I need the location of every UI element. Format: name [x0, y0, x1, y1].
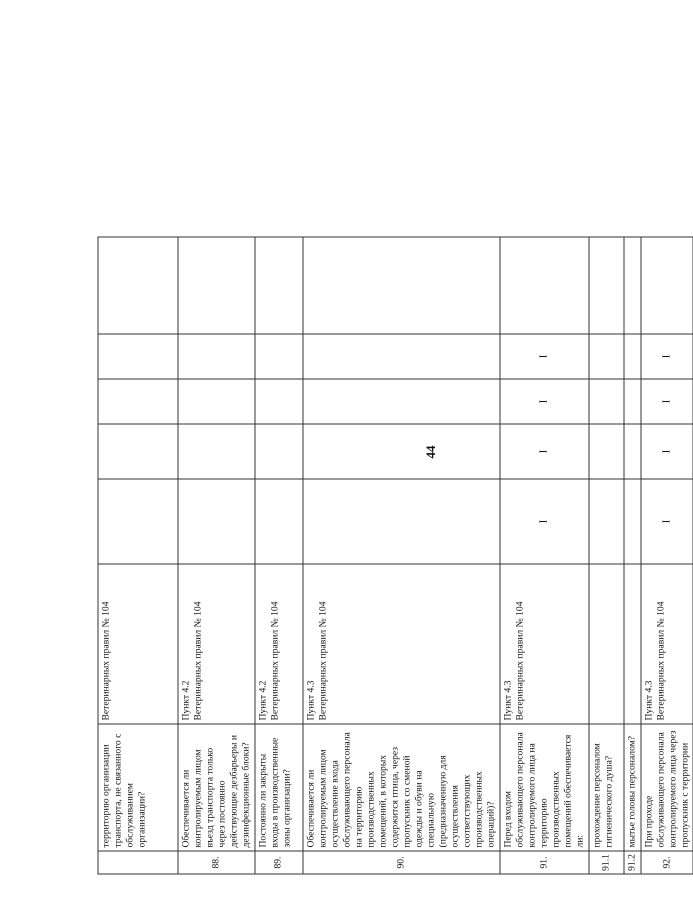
- requirement-question: Постоянно ли закрыты входы в производственные зоны организации?: [254, 724, 302, 851]
- answer-cell: [254, 379, 302, 424]
- answer-cell: [98, 424, 178, 479]
- answer-cell: [623, 424, 640, 479]
- table-row: [640, 29, 693, 874]
- answer-cell: I: [640, 424, 693, 479]
- requirement-reference: [98, 564, 178, 724]
- answer-cell: [623, 379, 640, 424]
- page-number: 44: [423, 445, 438, 459]
- answer-cell: I: [499, 334, 588, 379]
- row-number: 91.: [499, 851, 588, 874]
- requirement-reference: [499, 564, 588, 724]
- table-row: [302, 29, 499, 874]
- answer-cell: I: [640, 379, 693, 424]
- table-row: [98, 29, 178, 874]
- answer-cell: [178, 424, 255, 479]
- answer-cell: [178, 334, 255, 379]
- notes-cell: [588, 237, 623, 334]
- row-number: [98, 851, 178, 874]
- reference-rule: Ветеринарных правил № 104: [268, 601, 280, 721]
- answer-cell: [302, 379, 499, 424]
- answer-cell: I: [499, 479, 588, 564]
- answer-cell: [302, 479, 499, 564]
- table-row: [254, 29, 302, 874]
- notes-cell: [178, 237, 255, 334]
- answer-cell: I: [640, 479, 693, 564]
- answer-cell: [588, 424, 623, 479]
- notes-cell: [623, 237, 640, 334]
- reference-point: Пункт 4.2: [256, 680, 268, 721]
- notes-cell: [302, 237, 499, 334]
- answer-cell: [623, 479, 640, 564]
- requirement-question: При проходе обслуживающего персонала контролируемого лица через пропускник с территории: [640, 724, 693, 851]
- reference-rule: Ветеринарных правил № 104: [316, 601, 328, 721]
- requirement-reference: [640, 564, 693, 724]
- requirement-question: мытье головы персоналом?: [623, 724, 640, 851]
- reference-point: Пункт 4.3: [304, 680, 316, 721]
- row-number: 92.: [640, 851, 693, 874]
- table-row: [499, 29, 588, 874]
- checklist-table-body: [98, 29, 693, 874]
- reference-rule: Ветеринарных правил № 104: [513, 601, 525, 721]
- reference-point: Пункт 4.3: [642, 680, 654, 721]
- rotated-page-content: [97, 30, 690, 875]
- requirement-reference: [302, 564, 499, 724]
- reference-rule: Ветеринарных правил № 104: [654, 601, 666, 721]
- answer-cell: [254, 424, 302, 479]
- answer-cell: I: [499, 379, 588, 424]
- reference-rule: Ветеринарных правил № 104: [191, 601, 203, 721]
- requirement-question: Обеспечивается ли контролируемым лицом въезд транспорта только через постоянно действующие дезбарьеры и дезинфекционные блоки?: [178, 724, 255, 851]
- answer-cell: I: [640, 334, 693, 379]
- row-number: 88.: [178, 851, 255, 874]
- table-row: [623, 29, 640, 874]
- checklist-table: [97, 29, 693, 875]
- requirement-reference: [623, 564, 640, 724]
- table-row: [178, 29, 255, 874]
- reference-point: Пункт 4.2: [180, 680, 191, 721]
- answer-cell: [254, 334, 302, 379]
- answer-cell: [302, 334, 499, 379]
- requirement-reference: [254, 564, 302, 724]
- row-number: 91.2: [623, 851, 640, 874]
- answer-cell: [98, 479, 178, 564]
- answer-cell: [98, 334, 178, 379]
- answer-cell: [588, 334, 623, 379]
- table-row: [588, 29, 623, 874]
- answer-cell: [98, 379, 178, 424]
- requirement-reference: [588, 564, 623, 724]
- answer-cell: [254, 479, 302, 564]
- answer-cell: [178, 479, 255, 564]
- row-number: 90.: [302, 851, 499, 874]
- notes-cell: [640, 237, 693, 334]
- answer-cell: [623, 334, 640, 379]
- requirement-question: Перед входом обслуживающего персонала контролируемого лица на территорию производственных помещений обеспечивается ли:: [499, 724, 588, 851]
- reference-point: Пункт 4.3: [501, 680, 513, 721]
- answer-cell: [302, 424, 499, 479]
- requirement-reference: [178, 564, 255, 724]
- reference-rule: Ветеринарных правил № 104: [100, 601, 111, 721]
- requirement-question: Обеспечивается ли контролируемым лицом осуществление входа обслуживающего персонала на территорию производственных помещений, в которых содержится птица, через пропускник со сменой одежды и обуви на специальную (предназначенную для осуществления соответствующих производственных операций)?: [302, 724, 499, 851]
- notes-cell: [98, 237, 178, 334]
- notes-cell: [499, 237, 588, 334]
- answer-cell: I: [499, 424, 588, 479]
- row-number: 89.: [254, 851, 302, 874]
- answer-cell: [588, 379, 623, 424]
- notes-cell: [254, 237, 302, 334]
- row-number: 91.1: [588, 851, 623, 874]
- answer-cell: [178, 379, 255, 424]
- requirement-question: территорию организации транспорта, не связанного с обслуживанием организации?: [98, 724, 178, 851]
- answer-cell: [588, 479, 623, 564]
- requirement-question: прохождение персоналом гигиенического душа?: [588, 724, 623, 851]
